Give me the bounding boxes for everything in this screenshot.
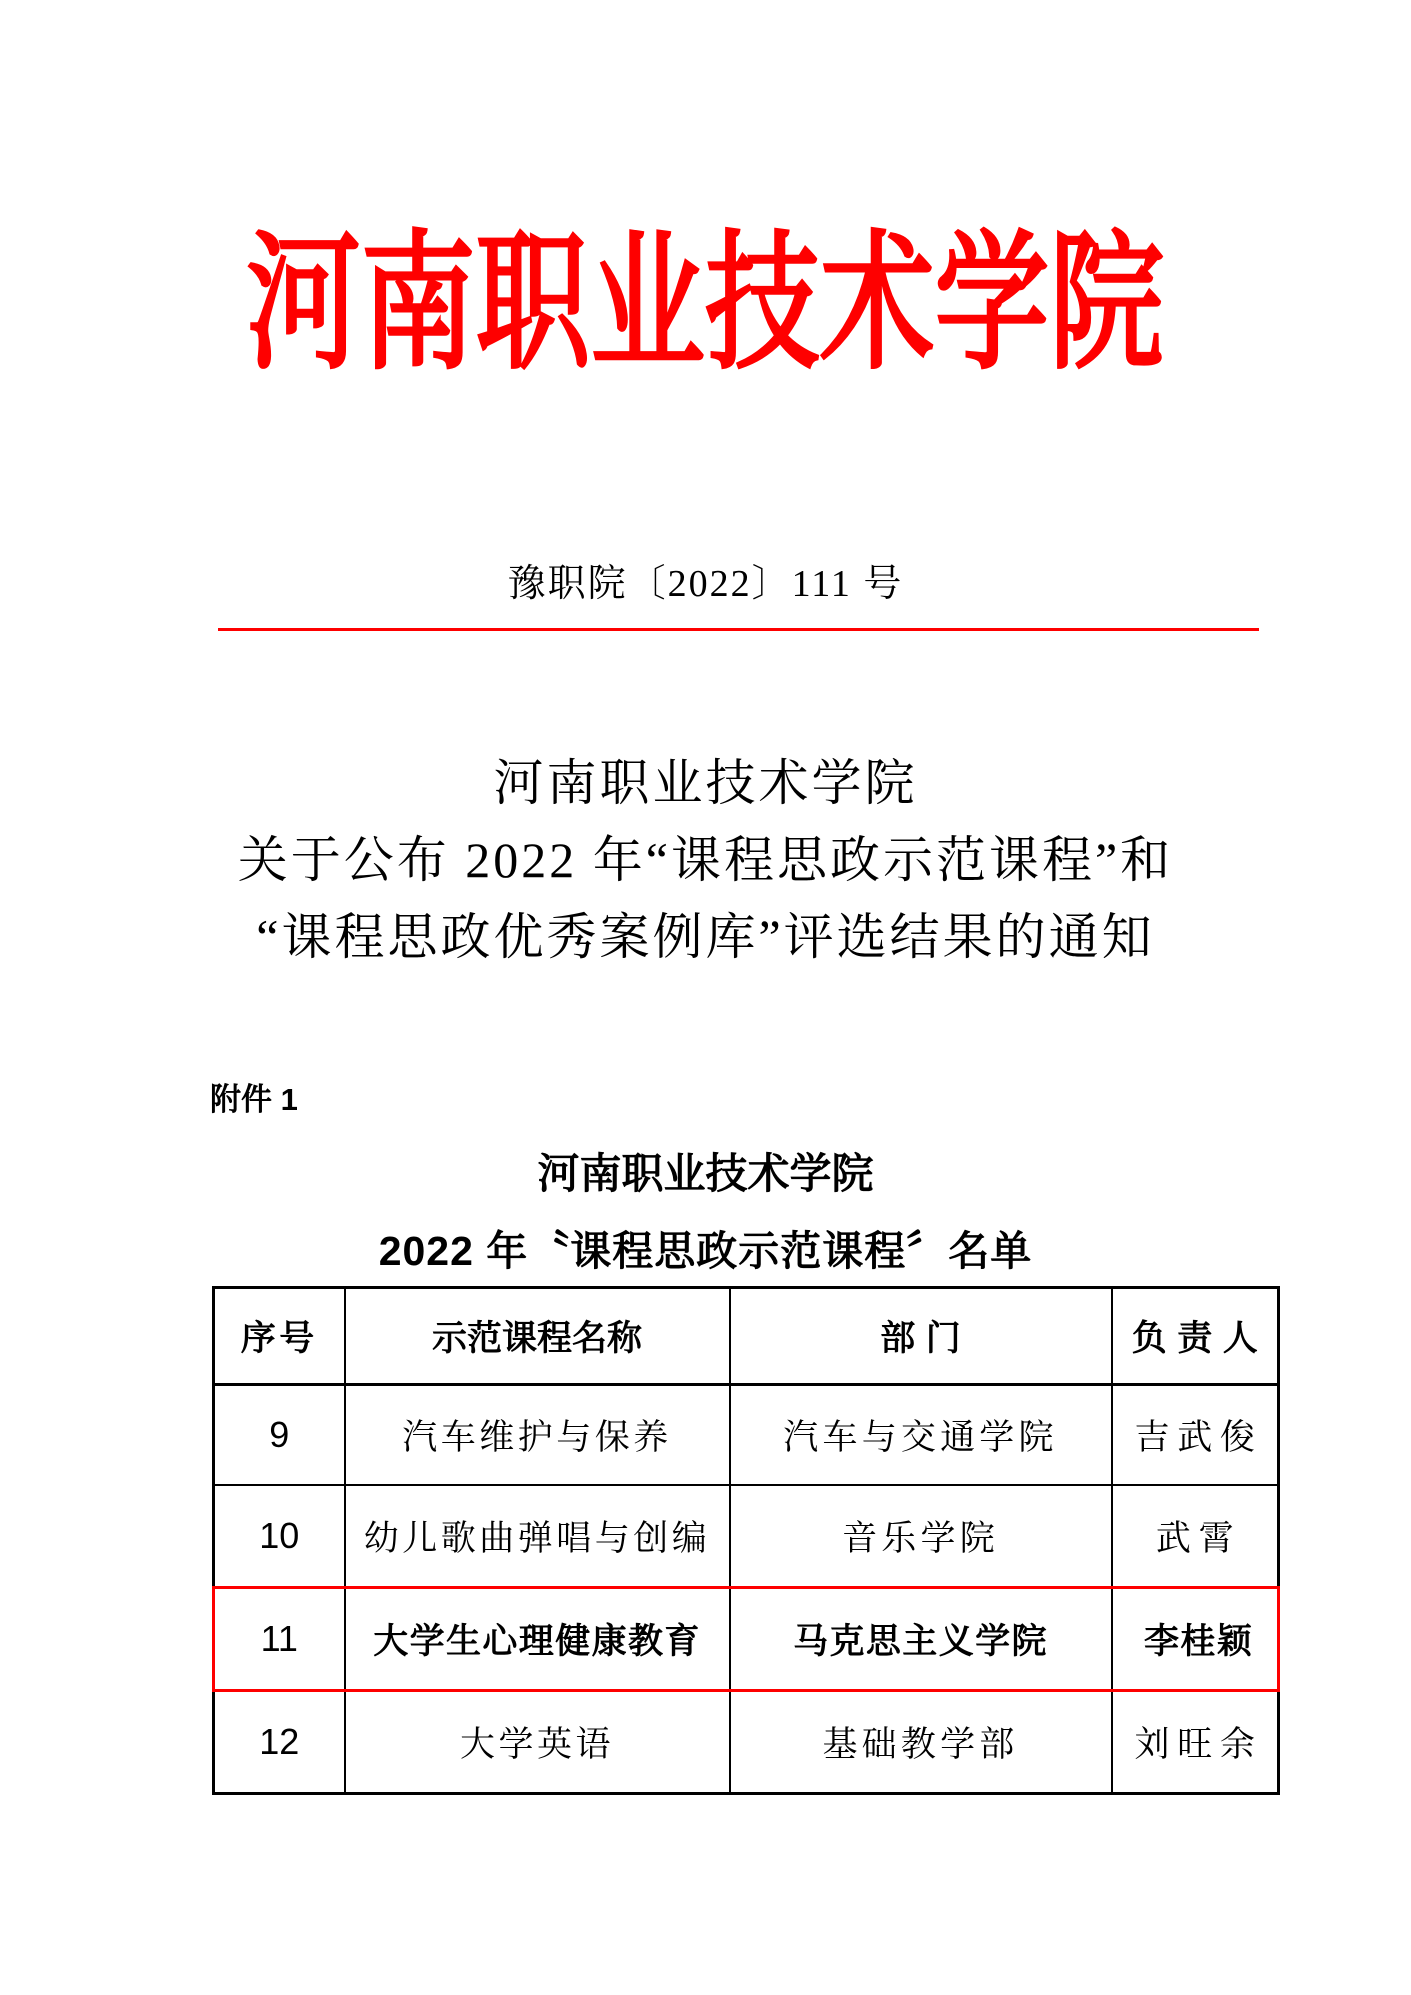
department-cell: 汽车与交通学院	[730, 1385, 1112, 1485]
table-header-row	[214, 1288, 1279, 1385]
person-cell: 武霄	[1112, 1485, 1279, 1588]
course-name-cell: 汽车维护与保养	[345, 1385, 730, 1485]
person-cell: 李桂颖	[1112, 1588, 1279, 1691]
person-cell: 刘旺余	[1112, 1691, 1279, 1794]
masthead-title-text: 河南职业技术学院	[246, 222, 1165, 388]
red-divider-rule	[218, 628, 1259, 631]
table-row-12	[214, 1691, 1279, 1794]
notice-title-line-3: “课程思政优秀案例库”评选结果的通知	[256, 909, 1155, 965]
table-row-highlighted-11	[214, 1588, 1279, 1691]
header-cell-department: 部门	[730, 1288, 1112, 1385]
masthead-title	[0, 222, 1411, 390]
header-cell-no: 序号	[214, 1288, 345, 1385]
attachment-label: 附件 1	[210, 1082, 298, 1117]
courses-table	[212, 1286, 1280, 1795]
department-cell: 马克思主义学院	[730, 1588, 1112, 1691]
department-cell: 基础教学部	[730, 1691, 1112, 1794]
notice-title-line-1: 河南职业技术学院	[493, 755, 918, 811]
course-name-cell: 大学生心理健康教育	[345, 1588, 730, 1691]
notice-title-line-2: 关于公布 2022 年“课程思政示范课程”和	[237, 832, 1174, 888]
department-cell: 音乐学院	[730, 1485, 1112, 1588]
row-no-cell: 10	[214, 1485, 345, 1588]
row-no-cell: 12	[214, 1691, 345, 1794]
doc-number: 豫职院〔2022〕111 号	[507, 563, 904, 605]
person-cell: 吉武俊	[1112, 1385, 1279, 1485]
list-subtitle: 2022 年〝课程思政示范课程〞名单	[378, 1228, 1033, 1274]
table-row-10	[214, 1485, 1279, 1588]
header-cell-course: 示范课程名称	[345, 1288, 730, 1385]
row-no-cell: 11	[214, 1588, 345, 1691]
course-name-cell: 大学英语	[345, 1691, 730, 1794]
table-row-9	[214, 1385, 1279, 1485]
course-name-cell: 幼儿歌曲弹唱与创编	[345, 1485, 730, 1588]
notice-title	[0, 745, 1411, 976]
list-title: 河南职业技术学院	[537, 1150, 874, 1197]
row-no-cell: 9	[214, 1385, 345, 1485]
header-cell-person: 负责人	[1112, 1288, 1279, 1385]
